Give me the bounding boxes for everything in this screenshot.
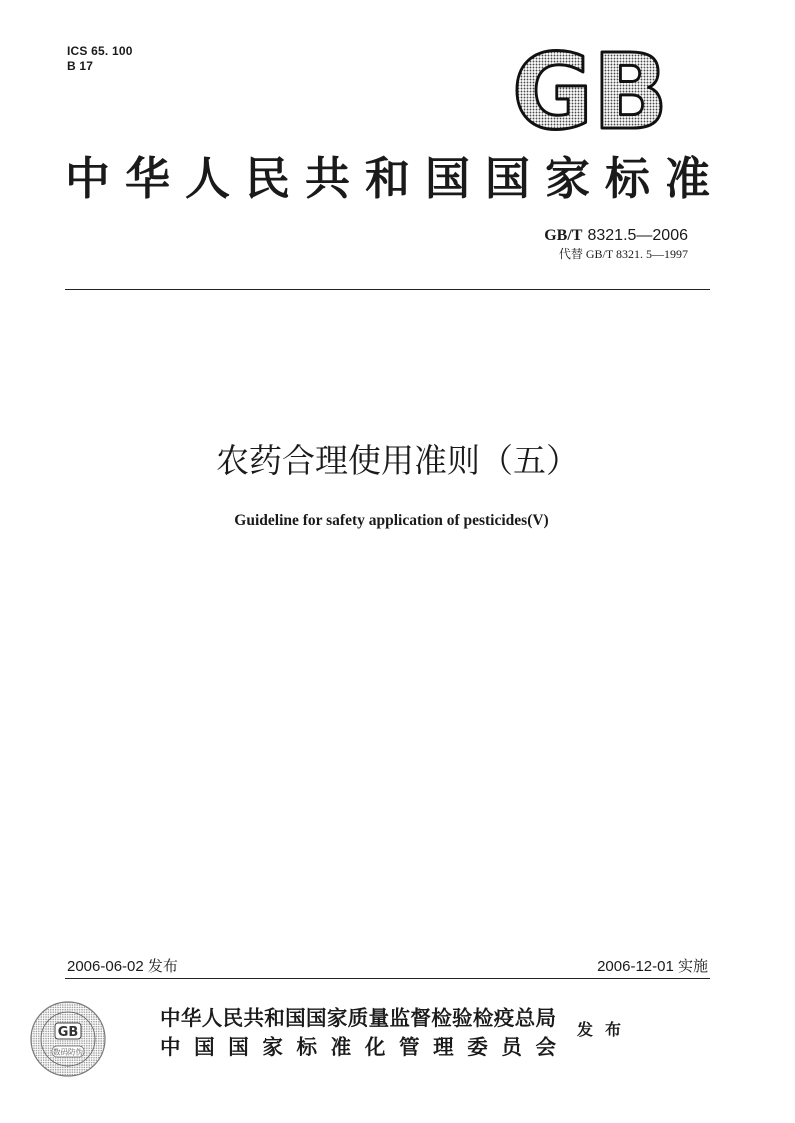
- issue-action-label: 发 布: [577, 1020, 621, 1039]
- issuing-authority-sac: 中 国 国 家 标 准 化 管 理 委 员 会: [160, 1035, 556, 1059]
- implementation-date: 2006-12-01 实施: [597, 958, 708, 975]
- seal-logo-text: GB: [57, 1025, 79, 1040]
- header-divider: [65, 289, 710, 290]
- ics-code: ICS 65. 100: [67, 44, 133, 58]
- issue-date: 2006-06-02 发布: [67, 958, 178, 975]
- document-title-chinese: 农药合理使用准则（五）: [216, 441, 579, 480]
- anti-counterfeit-seal: [28, 999, 108, 1079]
- national-standard-heading: 中华人民共和国国家标准: [65, 152, 710, 205]
- standard-number: [544, 226, 688, 246]
- gb-logo-text: GB: [512, 48, 668, 136]
- standard-number-value: 8321.5—2006: [587, 227, 688, 244]
- standard-number-prefix: GB/T: [544, 227, 583, 244]
- gb-logo: [508, 48, 672, 136]
- issuing-authority-aqsiq: 中华人民共和国国家质量监督检验检疫总局: [160, 1006, 556, 1030]
- replaced-standard: 代替 GB/T 8321. 5—1997: [558, 247, 688, 261]
- document-title-english: Guideline for safety application of pesticides(V): [234, 512, 549, 529]
- ccs-code: B 17: [67, 59, 94, 73]
- footer-divider: [65, 978, 710, 979]
- seal-label: 数码防伪: [53, 1047, 83, 1057]
